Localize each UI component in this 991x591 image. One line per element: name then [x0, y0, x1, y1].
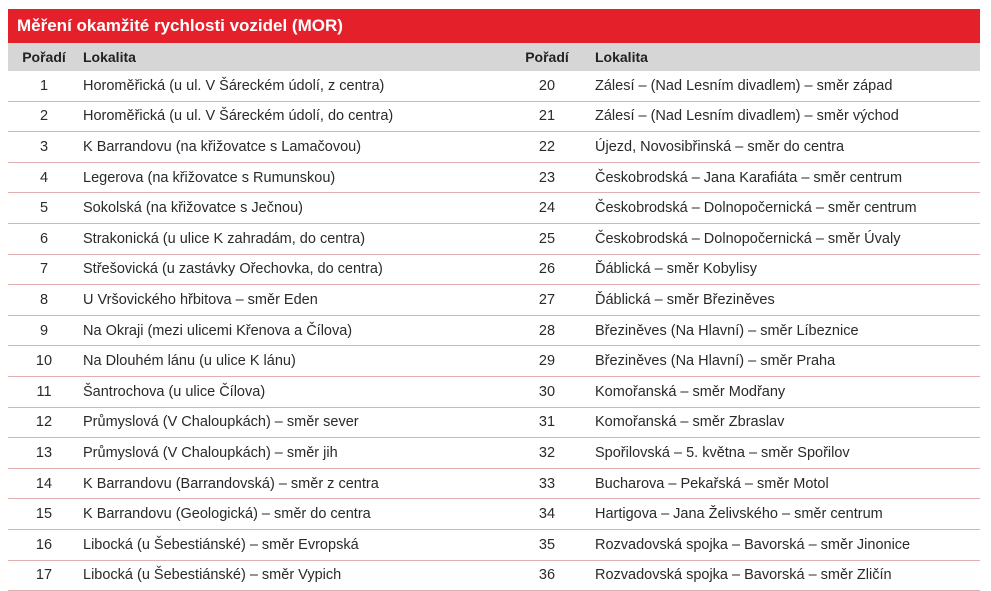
- order-cell-left: 15: [8, 499, 80, 530]
- table-row: [8, 193, 980, 224]
- order-cell-left: 13: [8, 438, 80, 469]
- order-cell-right: 35: [502, 529, 592, 560]
- table-row: [8, 499, 980, 530]
- location-cell-left: Průmyslová (V Chaloupkách) – směr jih: [80, 438, 502, 469]
- table-row: [8, 132, 980, 163]
- location-cell-left: Horoměřická (u ul. V Šáreckém údolí, z centra): [80, 71, 502, 101]
- order-cell-left: 11: [8, 376, 80, 407]
- order-cell-left: 4: [8, 162, 80, 193]
- location-cell-left: Horoměřická (u ul. V Šáreckém údolí, do centra): [80, 101, 502, 132]
- order-cell-left: 14: [8, 468, 80, 499]
- location-cell-left: Šantrochova (u ulice Čílova): [80, 376, 502, 407]
- header-order-left: Pořadí: [8, 43, 80, 71]
- table-row: [8, 101, 980, 132]
- order-cell-left: 17: [8, 560, 80, 591]
- table-row: [8, 315, 980, 346]
- location-cell-right: Českobrodská – Dolnopočernická – směr centrum: [592, 193, 980, 224]
- order-cell-left: 10: [8, 346, 80, 377]
- order-cell-right: 21: [502, 101, 592, 132]
- order-cell-left: 6: [8, 223, 80, 254]
- table-row: [8, 346, 980, 377]
- location-cell-right: Českobrodská – Dolnopočernická – směr Úvaly: [592, 223, 980, 254]
- order-cell-right: 33: [502, 468, 592, 499]
- order-cell-right: 23: [502, 162, 592, 193]
- order-cell-right: 24: [502, 193, 592, 224]
- table-row: [8, 438, 980, 469]
- location-cell-left: Libocká (u Šebestiánské) – směr Vypich: [80, 560, 502, 591]
- order-cell-left: 3: [8, 132, 80, 163]
- locations-table: [8, 43, 980, 591]
- location-cell-right: Rozvadovská spojka – Bavorská – směr Zličín: [592, 560, 980, 591]
- location-cell-right: Bucharova – Pekařská – směr Motol: [592, 468, 980, 499]
- location-cell-right: Komořanská – směr Zbraslav: [592, 407, 980, 438]
- location-cell-right: Zálesí – (Nad Lesním divadlem) – směr východ: [592, 101, 980, 132]
- location-cell-right: Komořanská – směr Modřany: [592, 376, 980, 407]
- location-cell-right: Hartigova – Jana Želivského – směr centrum: [592, 499, 980, 530]
- order-cell-left: 1: [8, 71, 80, 101]
- location-cell-left: Průmyslová (V Chaloupkách) – směr sever: [80, 407, 502, 438]
- location-cell-left: Strakonická (u ulice K zahradám, do centra): [80, 223, 502, 254]
- location-cell-left: Na Okraji (mezi ulicemi Křenova a Čílova): [80, 315, 502, 346]
- location-cell-right: Březiněves (Na Hlavní) – směr Líbeznice: [592, 315, 980, 346]
- location-cell-right: Újezd, Novosibřinská – směr do centra: [592, 132, 980, 163]
- order-cell-right: 31: [502, 407, 592, 438]
- order-cell-right: 29: [502, 346, 592, 377]
- header-order-right: Pořadí: [502, 43, 592, 71]
- location-cell-left: Na Dlouhém lánu (u ulice K lánu): [80, 346, 502, 377]
- order-cell-left: 9: [8, 315, 80, 346]
- table-row: [8, 376, 980, 407]
- table-header-row: [8, 43, 980, 71]
- location-cell-left: K Barrandovu (Barrandovská) – směr z centra: [80, 468, 502, 499]
- order-cell-right: 36: [502, 560, 592, 591]
- location-cell-right: Rozvadovská spojka – Bavorská – směr Jinonice: [592, 529, 980, 560]
- mor-table-section: [8, 9, 980, 591]
- order-cell-right: 26: [502, 254, 592, 285]
- table-body: [8, 71, 980, 591]
- location-cell-left: U Vršovického hřbitova – směr Eden: [80, 285, 502, 316]
- order-cell-right: 34: [502, 499, 592, 530]
- order-cell-right: 27: [502, 285, 592, 316]
- table-row: [8, 223, 980, 254]
- order-cell-left: 8: [8, 285, 80, 316]
- order-cell-right: 28: [502, 315, 592, 346]
- header-location-right: Lokalita: [592, 43, 980, 71]
- header-location-left: Lokalita: [80, 43, 502, 71]
- location-cell-right: Českobrodská – Jana Karafiáta – směr centrum: [592, 162, 980, 193]
- table-row: [8, 468, 980, 499]
- location-cell-right: Spořilovská – 5. května – směr Spořilov: [592, 438, 980, 469]
- order-cell-left: 16: [8, 529, 80, 560]
- table-row: [8, 254, 980, 285]
- location-cell-right: Ďáblická – směr Kobylisy: [592, 254, 980, 285]
- order-cell-right: 20: [502, 71, 592, 101]
- location-cell-left: Sokolská (na křižovatce s Ječnou): [80, 193, 502, 224]
- location-cell-left: Střešovická (u zastávky Ořechovka, do centra): [80, 254, 502, 285]
- location-cell-right: Zálesí – (Nad Lesním divadlem) – směr západ: [592, 71, 980, 101]
- table-title: Měření okamžité rychlosti vozidel (MOR): [8, 9, 980, 43]
- table-row: [8, 560, 980, 591]
- location-cell-right: Březiněves (Na Hlavní) – směr Praha: [592, 346, 980, 377]
- order-cell-left: 12: [8, 407, 80, 438]
- table-row: [8, 407, 980, 438]
- order-cell-left: 2: [8, 101, 80, 132]
- table-row: [8, 71, 980, 101]
- order-cell-right: 25: [502, 223, 592, 254]
- order-cell-left: 7: [8, 254, 80, 285]
- table-row: [8, 285, 980, 316]
- order-cell-right: 30: [502, 376, 592, 407]
- order-cell-right: 22: [502, 132, 592, 163]
- location-cell-right: Ďáblická – směr Březiněves: [592, 285, 980, 316]
- table-row: [8, 162, 980, 193]
- order-cell-right: 32: [502, 438, 592, 469]
- table-row: [8, 529, 980, 560]
- location-cell-left: K Barrandovu (na křižovatce s Lamačovou): [80, 132, 502, 163]
- location-cell-left: Legerova (na křižovatce s Rumunskou): [80, 162, 502, 193]
- order-cell-left: 5: [8, 193, 80, 224]
- location-cell-left: K Barrandovu (Geologická) – směr do centra: [80, 499, 502, 530]
- location-cell-left: Libocká (u Šebestiánské) – směr Evropská: [80, 529, 502, 560]
